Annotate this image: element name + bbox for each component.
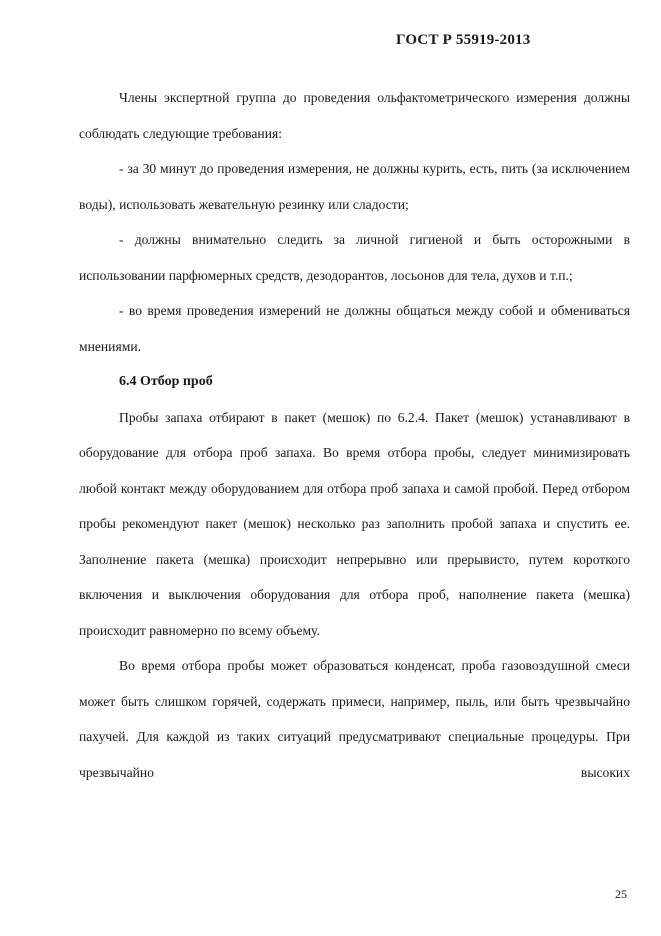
list-item-no-talking: - во время проведения измерений не должны общаться между собой и обмениваться мнениями. bbox=[79, 303, 630, 354]
list-item-no-smoking: - за 30 минут до проведения измерения, не должны курить, есть, пить (за исключением воды), использовать жевательную резинку или сладости; bbox=[79, 161, 630, 212]
document-header: ГОСТ Р 55919-2013 bbox=[396, 32, 531, 48]
page-number: 25 bbox=[615, 887, 627, 901]
paragraph-sampling: Пробы запаха отбирают в пакет (мешок) по 6.2.4. Пакет (мешок) устанавливают в оборудование для отбора проб запаха. Во время отбора пробы, следует минимизировать любой контакт между оборудованием для отбора проб запаха и самой пробой. Перед отбором пробы рекомендуют пакет (мешок) несколько раз заполнить пробой запаха и спустить ее. Заполнение пакета (мешка) происходит непрерывно или прерывисто, путем короткого включения и выключения оборудования для отбора проб, наполнение пакета (мешка) происходит равномерно по всему объему. bbox=[79, 409, 630, 638]
section-heading: 6.4 Отбор проб bbox=[119, 374, 213, 389]
paragraph-condensate: Во время отбора пробы может образоваться конденсат, проба газовоздушной смеси может быть слишком горячей, содержать примеси, например, пыль, или быть чрезвычайно пахучей. Для каждой из таких ситуаций предусматривают специальные процедуры. При чрезвычайно высоких bbox=[79, 658, 630, 780]
document-body bbox=[79, 80, 630, 790]
paragraph-expert-group-requirements: Члены экспертной группа до проведения ольфактометрического измерения должны соблюдать следующие требования: bbox=[79, 90, 630, 141]
list-item-hygiene: - должны внимательно следить за личной гигиеной и быть осторожными в использовании парфюмерных средств, дезодорантов, лосьонов для тела, духов и т.п.; bbox=[79, 232, 630, 283]
